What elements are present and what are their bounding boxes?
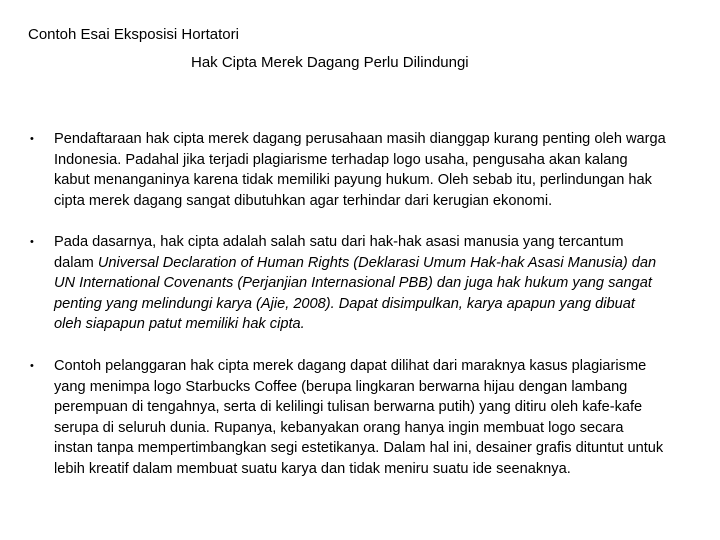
paragraph-text: Pendaftaraan hak cipta merek dagang perusahaan masih dianggap kurang penting oleh warga Indonesia. Padahal jika terjadi plagiarisme terhadap logo usaha, pengusaha akan kalang kabut menanganinya karena tidak memiliki payung hukum. Oleh sebab itu, perlindungan hak cipta merek dagang sangat dibutuhkan agar terhindar dari kerugian ekonomi. bbox=[54, 131, 666, 209]
paragraph-item bbox=[0, 129, 666, 232]
bullet-icon: • bbox=[30, 133, 34, 145]
paragraph-item bbox=[0, 232, 666, 356]
paragraph-text-italic: Universal Declaration of Human Rights (Deklarasi Umum Hak-hak Asasi Manusia) dan UN International Covenants (Perjanjian Internasional PBB) dan juga hak hukum yang sangat penting yang melindungi karya (Ajie, 2008). Dapat disimpulkan, karya apapun yang dibuat oleh siapapun patut memiliki hak cipta. bbox=[54, 254, 657, 333]
bullet-icon: • bbox=[30, 360, 34, 372]
essay-subtitle: Hak Cipta Merek Dagang Perlu Dilindungi bbox=[191, 54, 469, 71]
paragraph-text: Pada dasarnya, hak cipta adalah salah satu dari hak-hak asasi manusia yang tercantum dalam bbox=[54, 234, 624, 271]
paragraph-item bbox=[0, 356, 666, 480]
bullet-icon: • bbox=[30, 236, 34, 248]
document-title: Contoh Esai Eksposisi Hortatori bbox=[28, 26, 239, 43]
paragraph-list bbox=[0, 129, 720, 480]
paragraph-text: Contoh pelanggaran hak cipta merek dagang dapat dilihat dari maraknya kasus plagiarisme yang menimpa logo Starbucks Coffee (berupa lingkaran berwarna hijau dengan lambang perempuan di tengahnya, serta di kelilingi tulisan berwarna putih) yang ditiru oleh kafe-kafe serupa di seluruh dunia. Rupanya, kebanyakan orang hanya ingin membuat logo secara instan tanpa mempertimbangkan segi estetikanya. Dalam hal ini, desainer grafis dituntut untuk lebih kreatif dalam membuat suatu karya dan tidak meniru suatu ide seenaknya. bbox=[54, 358, 664, 477]
